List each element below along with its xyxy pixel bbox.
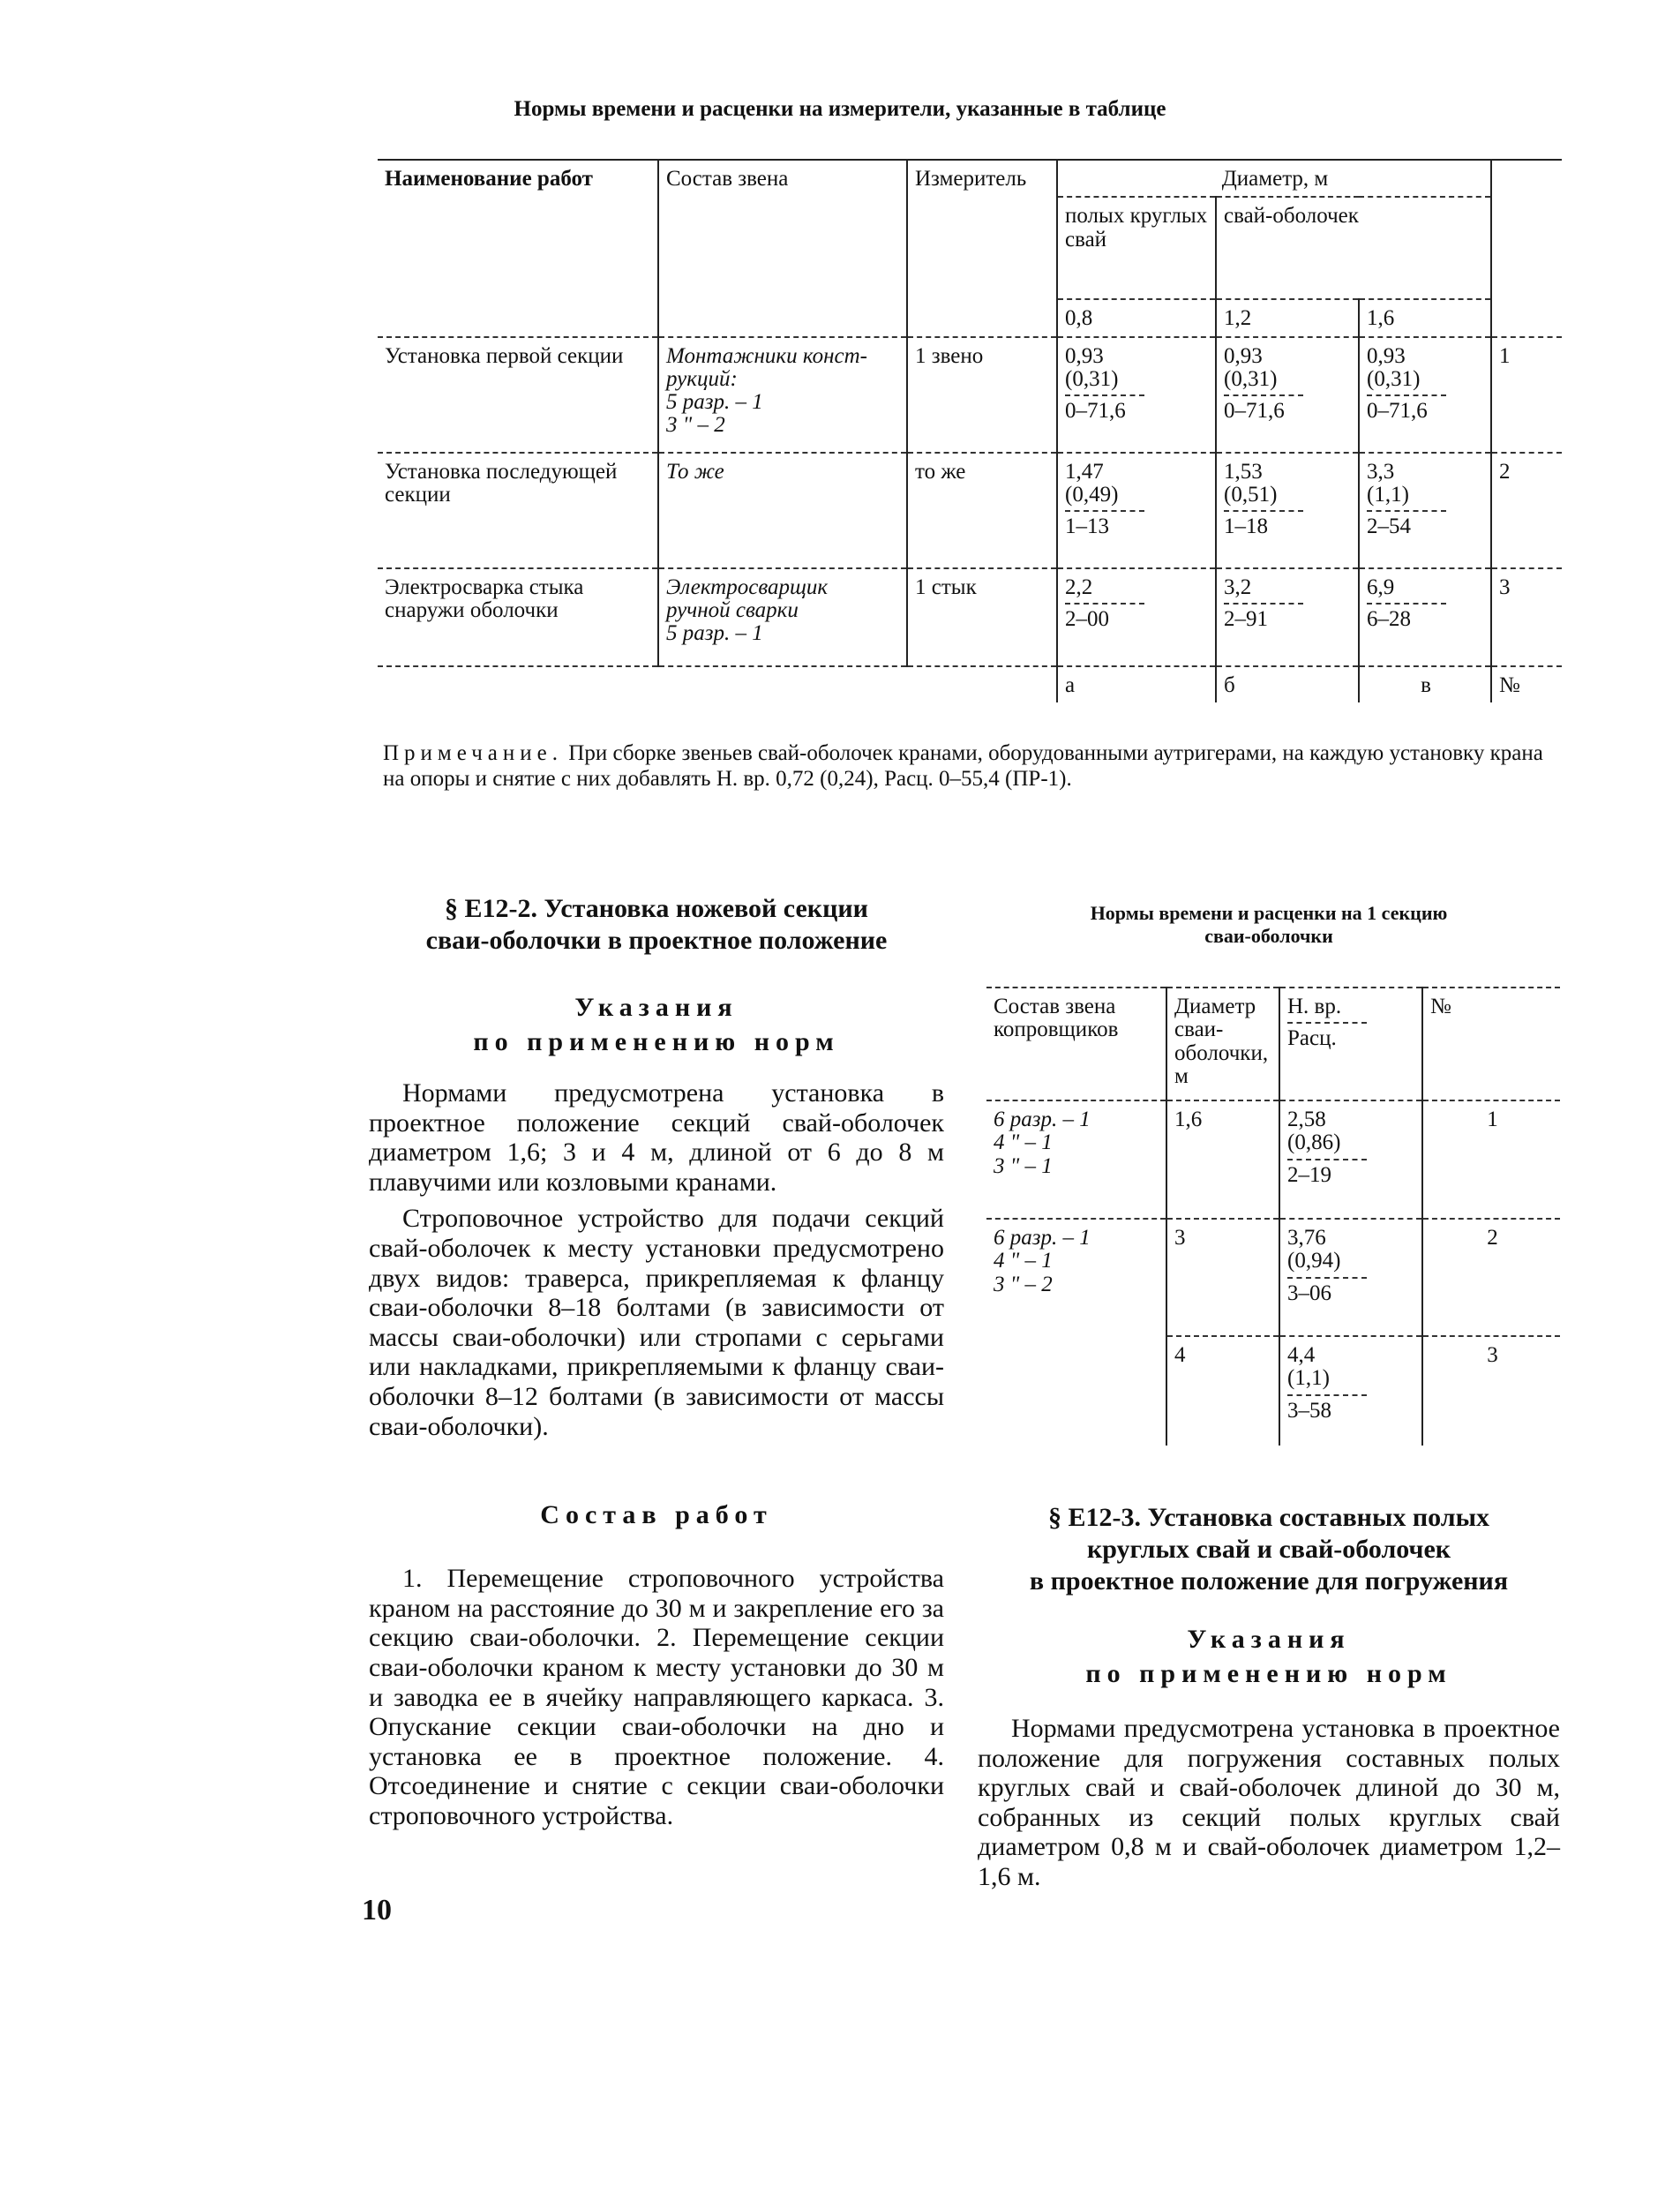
column-letter: № [1491,666,1562,702]
table2-caption: Нормы времени и расценки на 1 секцию сваи-оболочки [1090,902,1448,948]
header-shell-piles: свай-оболочек [1216,197,1491,299]
guidance-heading: по применению норм [473,1027,840,1056]
page-number: 10 [362,1894,392,1926]
crew-composition: 6 разр. – 1 4 " – 1 3 " – 2 [986,1219,1166,1336]
header-crew: Состав звена [658,160,907,337]
guidance-paragraph: Нормами предусмотрена установка в проектное положение секций свай-оболочек диаметром 1,6; 3 и 4 м, длиной от 6 до 8 м плавучими или козловыми кранами. [369,1078,944,1197]
norms-table [378,159,1562,702]
norm-value: 3,2 2–91 [1216,568,1359,666]
table-note [383,741,1565,792]
guidance-paragraph: Нормами предусмотрена установка в проектное положение для погружения составных полых круглых свай и свай-оболочек длиной до 30 м, собранных из секций полых круглых свай диаметром 0,8 м и свай-оболочек диаметром 1,2–1,6 м. [978,1714,1560,1891]
table-row [378,568,1562,666]
norm-value: 2,2 2–00 [1057,568,1216,666]
work-composition-text: 1. Перемещение строповочного устройства краном на расстояние до 30 м и закрепление его за секцию сваи-оболочки. 2. Перемещение секции сваи-оболочки краном к месту установки до 30 м и заводка ее в ячейку направляющего каркаса. 3. Опускание секции сваи-оболочки на дно и установка ее в проектное положение. 4. Отсоединение и снятие с секции сваи-оболочки строповочного устройства. [369,1564,944,1830]
header-norm: Н. вр. Расц. [1279,988,1422,1100]
row-number: 2 [1422,1219,1560,1336]
section-title: сваи-оболочки в проектное положение [425,926,888,955]
crew-composition: 6 разр. – 1 4 " – 1 3 " – 1 [994,1108,1091,1178]
diameter-value: 1,6 [1166,1100,1279,1219]
header-number: № [1422,988,1560,1100]
crew-composition: То же [658,453,907,568]
header-diameter: Диаметр сваи-оболочки, м [1166,988,1279,1100]
section-e12-3 [978,1502,1560,1892]
header-unit: Измеритель [907,160,1057,337]
table-footer [378,666,1562,702]
diameter-value: 0,8 [1057,299,1216,336]
guidance-heading: по применению норм [1085,1659,1452,1688]
norm-value: 3,76 (0,94) 3–06 [1279,1219,1422,1336]
norm-value: 0,93 (0,31) 0–71,6 [1057,337,1216,453]
header-crew: Состав звена копровщиков [986,988,1166,1100]
norm-value: 4,4 (1,1) 3–58 [1279,1336,1422,1446]
unit: 1 звено [907,337,1057,453]
crew-composition: Монтажники конст- рукций: 5 разр. – 1 3 " – 2 [658,337,907,453]
column-letter: а [1057,666,1216,702]
work-name: Электросварка стыка снаружи оболочки [378,568,658,666]
row-number: 1 [1422,1100,1560,1219]
column-letter: в [1359,666,1491,702]
guidance-paragraph: Строповочное устройство для подачи секций свай-оболочек к месту установки предусмотрено двух видов: траверса, прикрепляемая к фланцу сваи-оболочки 8–18 болтами (в зависимости от массы сваи-оболочки) или стропами с серьгами или накладками, прикрепляемыми к фланцу сваи-оболочки 8–12 болтами (в зависимости от массы сваи-оболочки). [369,1204,944,1441]
crew-composition: Электросварщик ручной сварки 5 разр. – 1 [658,568,907,666]
work-composition-heading: Состав работ [540,1500,773,1530]
unit: то же [907,453,1057,568]
table-row [986,1336,1560,1446]
table-row [986,1219,1560,1336]
header-work: Наименование работ [378,160,658,337]
section-e12-2 [369,893,944,1830]
norm-value: 0,93 (0,31) 0–71,6 [1216,337,1359,453]
guidance-heading: Указания [1187,1625,1351,1654]
diameter-value: 3 [1166,1219,1279,1336]
guidance-heading: Указания [574,993,739,1022]
norm-value: 2,58 (0,86) 2–19 [1279,1100,1422,1219]
note-text: При сборке звеньев свай-оболочек кранами, оборудованными аутригерами, на каждую установку крана на опоры и снятие с них добавлять Н. вр. 0,72 (0,24), Расц. 0–55,4 (ПР-1). [383,741,1543,791]
row-number: 3 [1491,568,1562,666]
work-name: Установка последующей секции [378,453,658,568]
section-title: § Е12-3. Установка составных полых [1047,1503,1490,1532]
row-number: 3 [1422,1336,1560,1446]
table-row [986,1100,1560,1219]
norm-value: 1,53 (0,51) 1–18 [1216,453,1359,568]
section-title: круглых свай и свай-оболочек [1086,1535,1451,1564]
norm-value: 1,47 (0,49) 1–13 [1057,453,1216,568]
work-name: Установка первой секции [378,337,658,453]
norm-value: 0,93 (0,31) 0–71,6 [1359,337,1491,453]
norm-value: 3,3 (1,1) 2–54 [1359,453,1491,568]
section-norms-table [986,987,1560,1446]
table1-caption: Нормы времени и расценки на измерители, указанные в таблице [514,97,1166,121]
row-number: 2 [1491,453,1562,568]
section-title: в проектное положение для погружения [1029,1566,1509,1596]
section-title: § Е12-2. Установка ножевой секции [445,894,868,923]
diameter-value: 1,2 [1216,299,1359,336]
header-hollow-piles: полых круглых свай [1057,197,1216,299]
diameter-value: 1,6 [1359,299,1491,336]
table-row [378,337,1562,453]
norm-value: 6,9 6–28 [1359,568,1491,666]
unit: 1 стык [907,568,1057,666]
diameter-value: 4 [1166,1336,1279,1446]
table-row [378,453,1562,568]
column-letter: б [1216,666,1359,702]
note-label: Примечание. [383,741,564,765]
row-number: 1 [1491,337,1562,453]
header-diameter: Диаметр, м [1057,160,1491,197]
